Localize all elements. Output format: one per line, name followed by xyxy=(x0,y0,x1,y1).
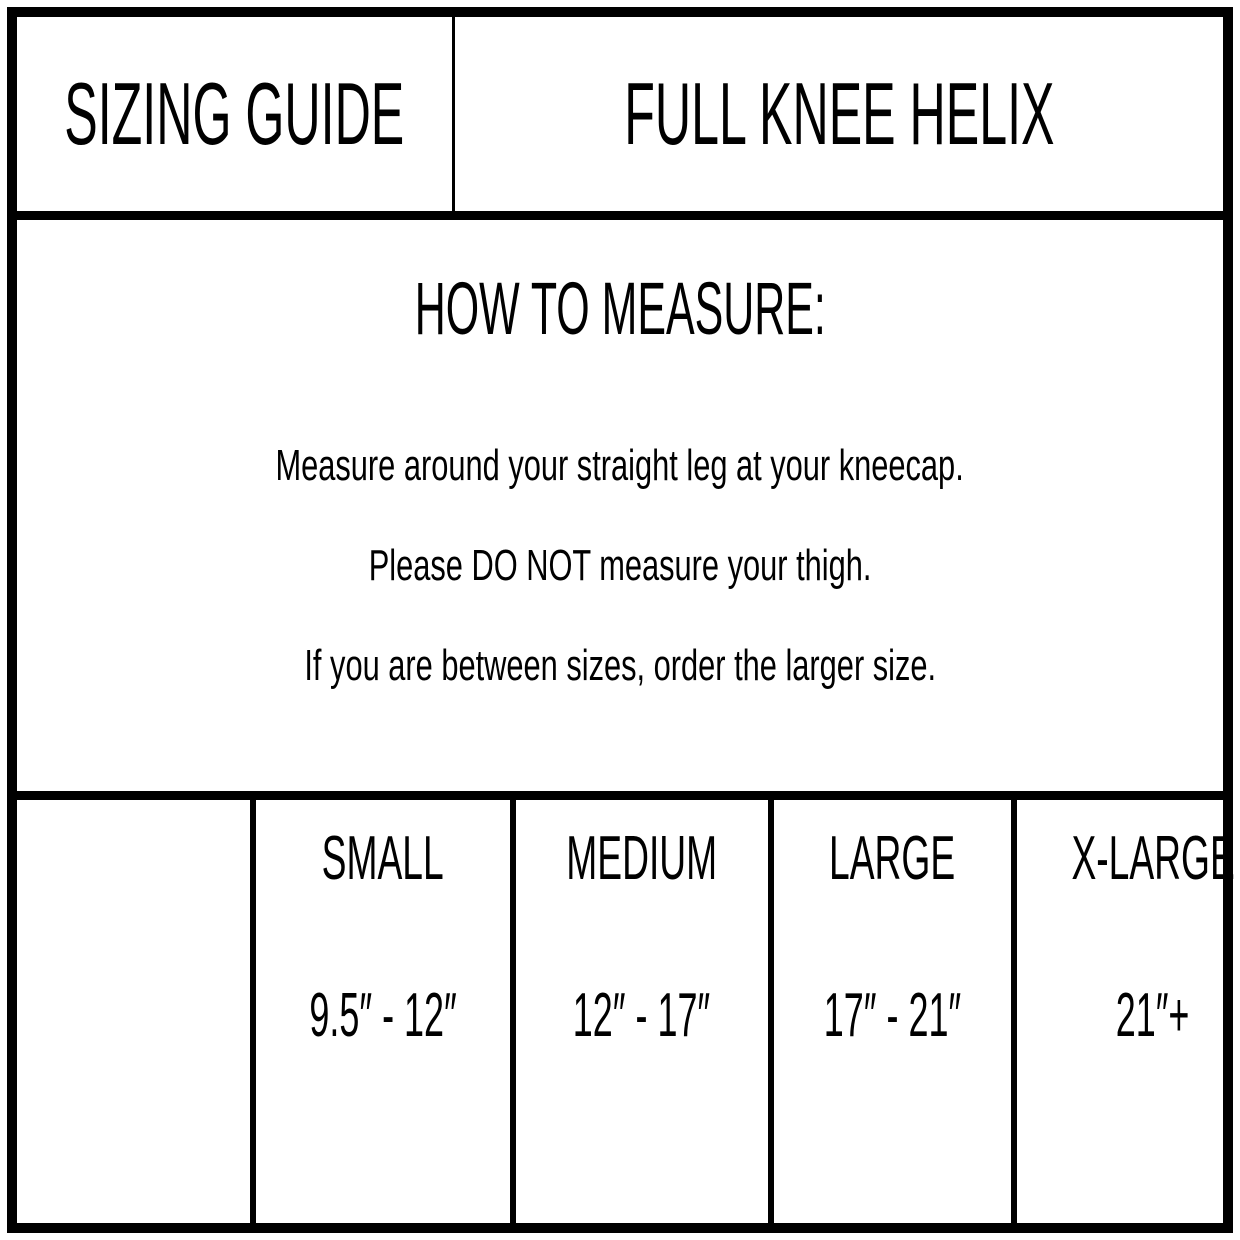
size-column-large xyxy=(768,800,1011,1223)
size-column-medium xyxy=(510,800,767,1223)
sizing-guide-title: SIZING GUIDE xyxy=(64,64,405,163)
size-column-small xyxy=(250,800,510,1223)
how-to-measure-heading: HOW TO MEASURE: xyxy=(414,267,826,350)
size-name-medium: MEDIUM xyxy=(566,824,718,893)
header-row xyxy=(17,17,1223,220)
product-name-title: FULL KNEE HELIX xyxy=(623,64,1055,163)
instruction-line-1 xyxy=(17,441,1223,490)
instruction-line-2 xyxy=(17,541,1223,590)
instruction-text-kneecap: Measure around your straight leg at your kneecap. xyxy=(275,441,965,490)
empty-cell xyxy=(17,800,250,1223)
size-range-large: 17″ - 21″ xyxy=(823,981,961,1050)
instruction-text-thigh: Please DO NOT measure your thigh. xyxy=(368,541,872,590)
size-name-small: SMALL xyxy=(322,824,445,893)
sizing-guide-table xyxy=(7,7,1233,1233)
size-range-xlarge: 21″+ xyxy=(1115,981,1190,1050)
instruction-text-between-sizes: If you are between sizes, order the larger size. xyxy=(304,641,936,690)
size-name-xlarge: X-LARGE xyxy=(1070,824,1235,893)
how-to-measure-section xyxy=(17,220,1223,800)
header-cell-product-name xyxy=(455,17,1223,211)
size-range-small: 9.5″ - 12″ xyxy=(309,981,457,1050)
instruction-line-3 xyxy=(17,641,1223,690)
size-range-medium: 12″ - 17″ xyxy=(573,981,711,1050)
size-column-xlarge xyxy=(1011,800,1240,1223)
how-to-measure-heading-row xyxy=(17,267,1223,350)
size-name-large: LARGE xyxy=(828,824,956,893)
header-cell-sizing-guide xyxy=(17,17,455,211)
size-columns xyxy=(17,800,1235,1223)
